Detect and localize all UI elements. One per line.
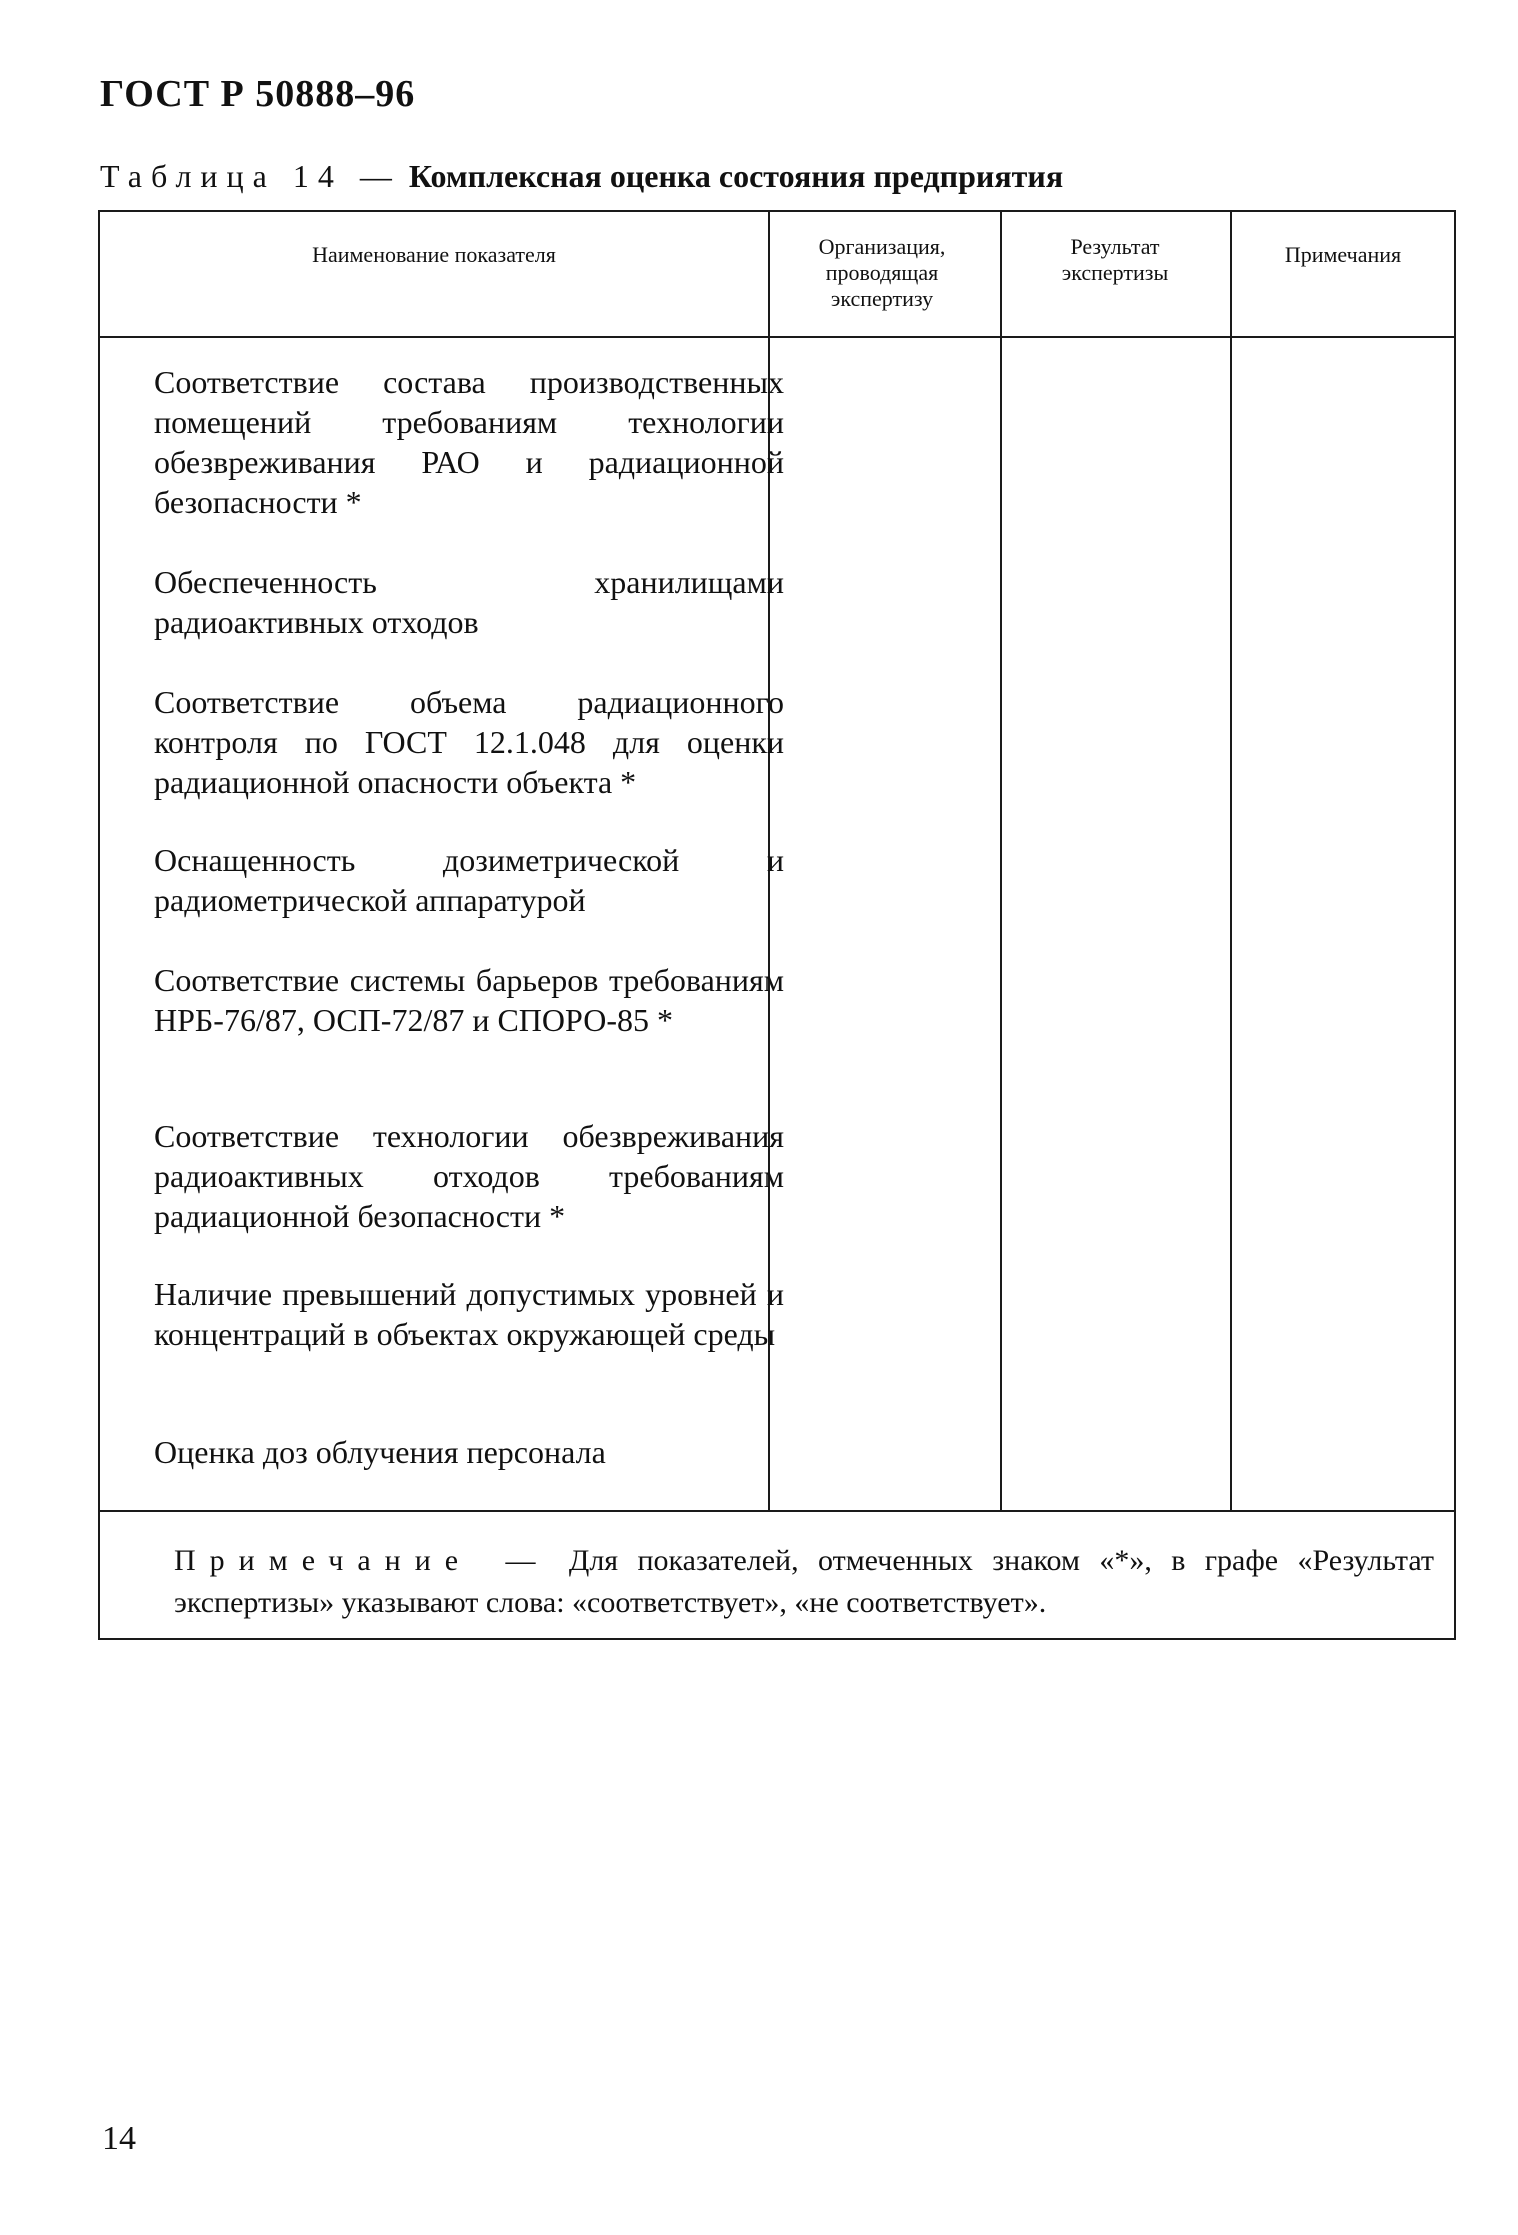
table-row: Оценка доз облучения персонала [154, 1434, 606, 1470]
document-code: ГОСТ Р 50888–96 [100, 73, 416, 115]
table-row: Соответствие объема радиационного контроля по ГОСТ 12.1.048 для оценки радиационной опасности объекта * [154, 684, 784, 800]
table-note-text: Для показателей, отмеченных знаком «*», в графе «Результат экспертизы» указывают слова: «соответствует», «не соответствует». [174, 1544, 1434, 1619]
table-note-label: Примечание — [174, 1544, 550, 1577]
column-header-organization: Организация, проводящая экспертизу [818, 234, 946, 311]
table-row: Соответствие системы барьеров требованиям НРБ-76/87, ОСП-72/87 и СПОРО-85 * [154, 962, 784, 1038]
column-header-notes: Примечания [1284, 242, 1402, 267]
table-row: Обеспеченность хранилищами радиоактивных отходов [154, 564, 784, 640]
page-number: 14 [102, 2120, 136, 2157]
table-row: Наличие превышений допустимых уровней и концентраций в объектах окружающей среды [154, 1276, 784, 1352]
note-divider [100, 1510, 1454, 1512]
table-row: Соответствие состава производственных помещений требованиям технологии обезвреживания РАО и радиационной безопасности * [154, 364, 784, 520]
column-divider [1000, 212, 1002, 1510]
table-row: Оснащенность дозиметрической и радиометрической аппаратурой [154, 842, 784, 918]
column-header-indicator: Наименование показателя [312, 242, 556, 267]
table-caption-title: Комплексная оценка состояния предприятия [408, 158, 1064, 194]
table-caption [100, 158, 1063, 195]
header-divider [100, 336, 1454, 338]
table-row: Соответствие технологии обезвреживания радиоактивных отходов требованиям радиационной безопасности * [154, 1118, 784, 1234]
assessment-table [98, 210, 1456, 1640]
table-note [174, 1540, 1434, 1624]
column-header-result: Результат экспертизы [1061, 234, 1169, 285]
column-divider [1230, 212, 1232, 1510]
table-caption-label: Таблица 14 — [100, 158, 401, 194]
